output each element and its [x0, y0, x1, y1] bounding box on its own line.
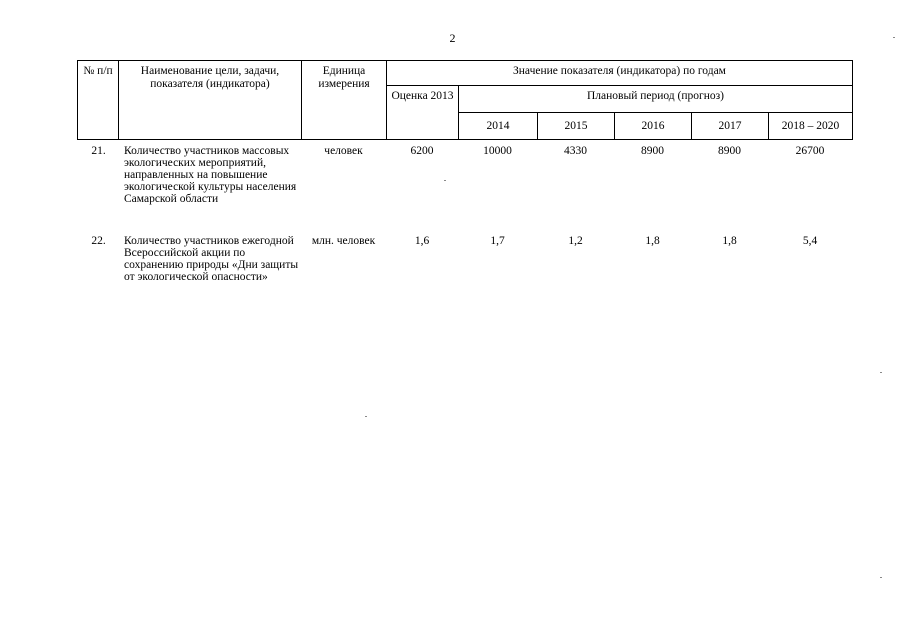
value-cell: 4330 [564, 145, 587, 157]
indicator-table-header [77, 60, 853, 140]
header-plan-period: Плановый период (прогноз) [459, 86, 853, 113]
value-cell: 1,8 [722, 235, 737, 247]
header-name: Наименование цели, задачи, показателя (индикатора) [119, 61, 302, 140]
scan-speck [880, 577, 882, 578]
header-year: 2017 [692, 113, 769, 140]
scan-speck [893, 37, 895, 38]
header-year: 2016 [615, 113, 692, 140]
indicator-name: Количество участников ежегодной Всероссийской акции по сохранению природы «Дни защиты от экологической опасности» [124, 235, 299, 283]
row-number: 21. [91, 145, 106, 157]
value-cell: 1,7 [490, 235, 505, 247]
scan-speck [880, 372, 882, 373]
unit-cell: млн. человек [311, 235, 376, 247]
unit-cell: человек [324, 145, 363, 157]
value-cell: 8900 [718, 145, 741, 157]
header-estimate: Оценка 2013 [387, 86, 459, 140]
header-year: 2018 – 2020 [769, 113, 853, 140]
table-row [77, 141, 852, 231]
scan-speck [365, 416, 367, 417]
value-cell: 5,4 [802, 235, 818, 247]
header-num: № п/п [78, 61, 119, 140]
header-year: 2014 [459, 113, 538, 140]
header-unit: Единица измерения [302, 61, 387, 140]
value-cell: 26700 [795, 145, 825, 157]
header-values-group: Значение показателя (индикатора) по годам [387, 61, 853, 86]
value-cell: 8900 [641, 145, 664, 157]
indicator-table-body [77, 141, 852, 283]
value-cell: 1,8 [645, 235, 660, 247]
value-cell: 1,2 [568, 235, 583, 247]
value-cell: 10000 [483, 145, 512, 157]
page-number: 2 [449, 31, 456, 45]
estimate-cell: 6200 [410, 145, 434, 157]
table-row [77, 231, 852, 283]
estimate-cell: 1,6 [414, 235, 430, 247]
row-number: 22. [91, 235, 106, 247]
header-year: 2015 [538, 113, 615, 140]
scan-speck [444, 180, 446, 181]
indicator-name: Количество участников массовых экологических мероприятий, направленных на повышение экологической культуры населения Самарской области [124, 145, 297, 205]
